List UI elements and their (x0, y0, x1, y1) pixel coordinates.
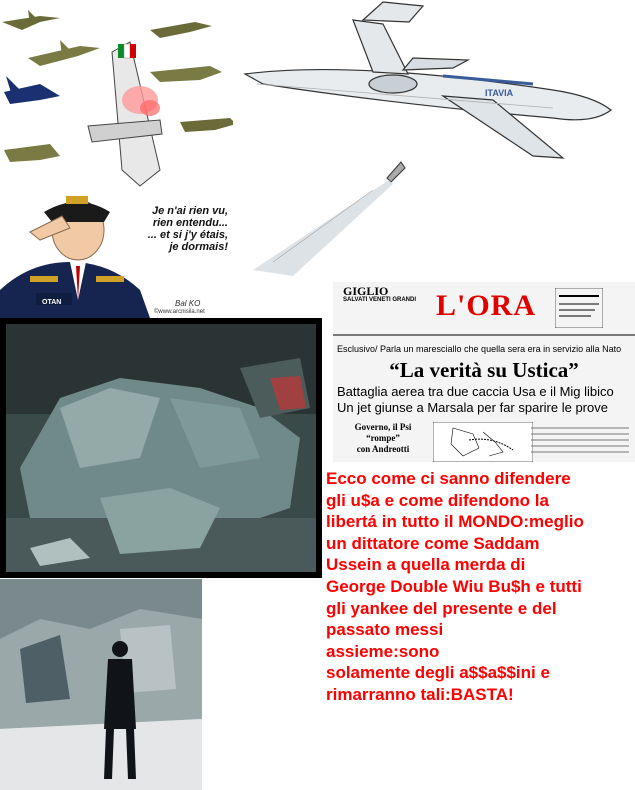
hangar-image (0, 579, 202, 790)
subheadline-2: Un jet giunse a Marsala per far sparire le prove (337, 400, 608, 415)
fighter-jet-5 (150, 66, 222, 82)
side-headline-line: Governo, il Psi (354, 422, 412, 432)
masthead-box-graphic (555, 288, 603, 328)
exclusive-kicker: Esclusivo/ Parla un maresciallo che quella sera era in servizio alla Nato (337, 344, 622, 354)
artist-signature: Bal KO (175, 299, 201, 308)
caption-line: passato messi (326, 620, 444, 640)
red-caption (326, 468, 631, 706)
masthead-rule (333, 330, 635, 340)
caption-line: George Double Wiu Bu$h e tutti (326, 576, 582, 596)
masthead-left: GIGLIO (343, 284, 389, 298)
caption-line: un dittatore come Saddam (326, 533, 540, 553)
caption-line: rimarranno tali:BASTA! (326, 684, 514, 704)
cartoon-drawing (0, 0, 242, 318)
sketch-drawing (233, 0, 635, 278)
newspaper-clipping (333, 282, 635, 462)
livery-text: ITAVIA (485, 88, 514, 98)
caption-line: gli u$a e come difendono la (326, 490, 549, 510)
side-headline (343, 422, 423, 455)
newspaper-logo: L'ORA (435, 289, 536, 322)
wreckage-image (0, 318, 322, 578)
otan-badge: OTAN (42, 299, 62, 306)
caption-line: solamente degli a$$a$$ini e (326, 663, 550, 683)
cartoon-illustration (0, 0, 242, 318)
masthead-left-subtitle: SALVATI VENETI GRANDI (343, 297, 417, 303)
quote-line: Je n'ai rien vu, (152, 205, 228, 217)
fighter-jet-7 (4, 144, 60, 162)
speech-text (118, 205, 228, 253)
fighter-jet-6 (180, 118, 236, 132)
itavia-airliner (245, 2, 611, 158)
website-credit: ©www.arcnisila.net (154, 309, 205, 315)
wreckage-photo (0, 318, 322, 578)
quote-line: ... et si j'y étais, (147, 229, 228, 241)
side-headline-line: “rompe” (366, 433, 400, 443)
side-headline-line: con Andreotti (356, 444, 410, 454)
fighter-jet-2 (28, 40, 100, 66)
newspaper-map (433, 422, 533, 462)
newspaper-columns (529, 422, 633, 462)
headline: “La verità su Ustica” (389, 358, 579, 382)
subheadline-1: Battaglia aerea tra due caccia Usa e il Mig libico (337, 384, 614, 399)
airliner (88, 42, 162, 186)
caption-line: gli yankee del presente e del (326, 598, 557, 618)
caption-line: libertá in tutto il MONDO:meglio (326, 512, 584, 532)
fighter-jet-1 (2, 10, 60, 30)
fighter-jet-4 (4, 76, 60, 104)
missile (253, 162, 405, 276)
fighter-jet-3 (150, 22, 212, 38)
caption-line: Ecco come ci sanno difendere (326, 469, 571, 488)
quote-line: rien entendu... (152, 217, 228, 229)
masthead-box (555, 288, 603, 330)
caption-line: Ussein a quella merda di (326, 555, 526, 575)
caption-line: assieme:sono (326, 641, 440, 661)
hangar-photo (0, 579, 202, 790)
quote-line: je dormais! (169, 241, 228, 253)
airliner-sketch (233, 0, 635, 278)
